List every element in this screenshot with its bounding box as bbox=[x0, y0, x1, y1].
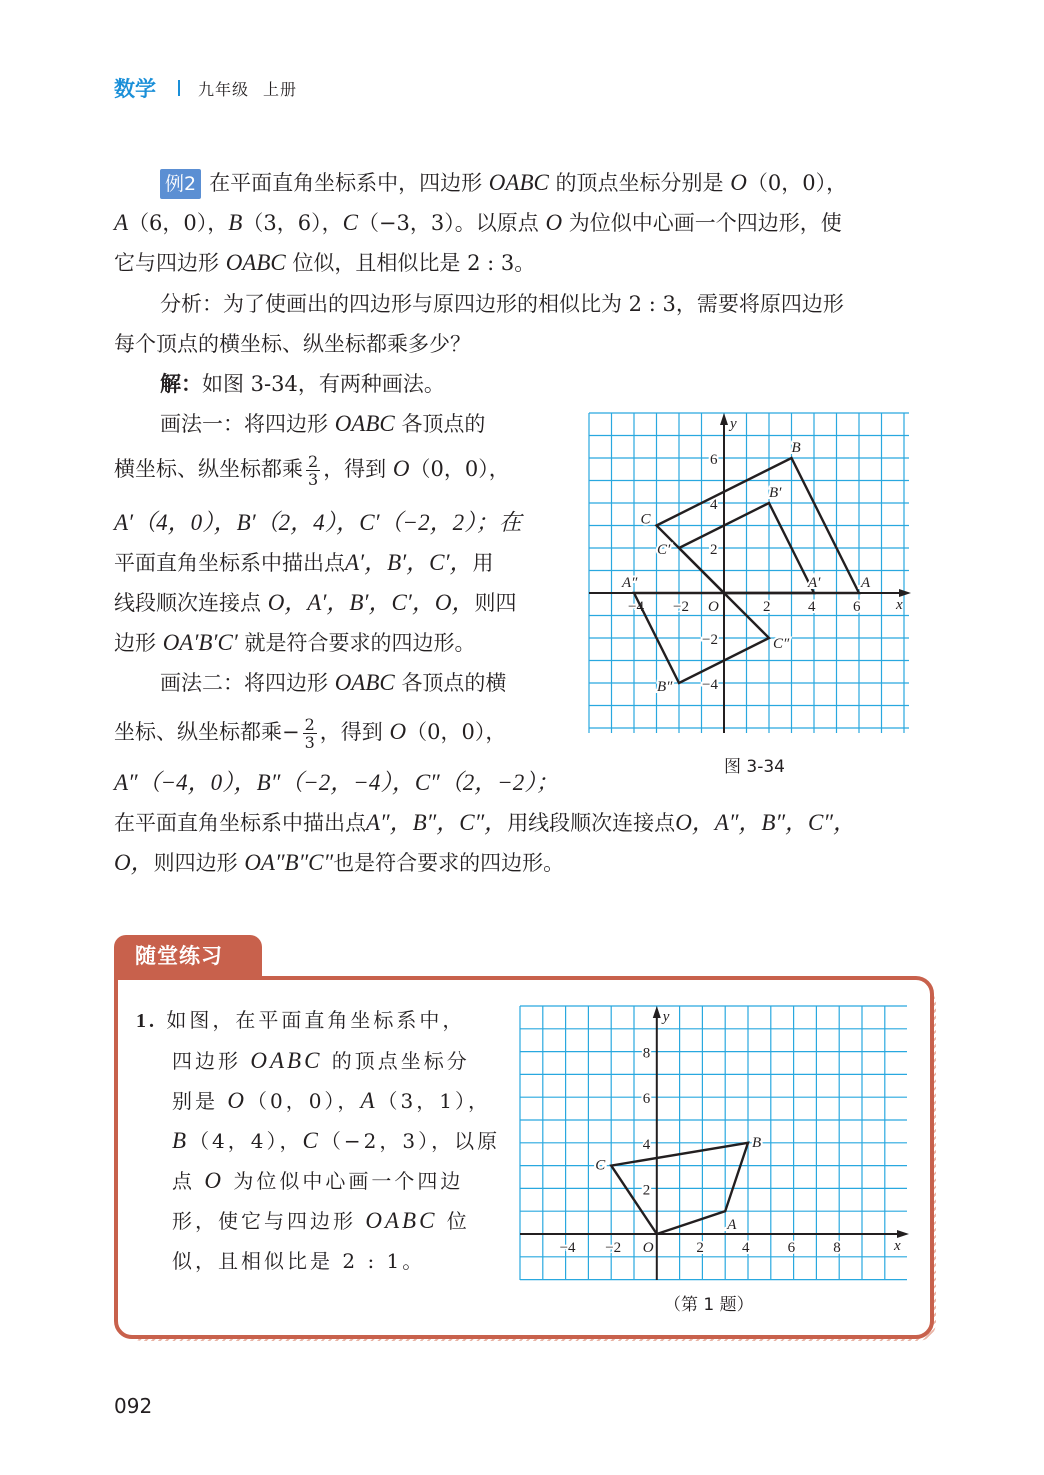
figure-3-34 bbox=[588, 412, 912, 738]
method1-line-6: 边形 OA′B′C′ 就是符合要求的四边形。 bbox=[114, 630, 476, 655]
vertex-label: C bbox=[595, 1157, 606, 1174]
exercise-question-1 bbox=[136, 1000, 506, 1281]
method2-line-4: 在平面直角坐标系中描出点A″，B″，C″，用线段顺次连接点O，A″，B″，C″， bbox=[114, 810, 856, 835]
solution-keyword: 解： bbox=[160, 372, 202, 396]
x-axis-arrow-icon bbox=[897, 1230, 909, 1238]
x-tick-label: 6 bbox=[853, 599, 861, 615]
grade-text: 九年级 bbox=[198, 79, 250, 99]
vertex-label: C″ bbox=[773, 636, 790, 652]
volume-text: 上册 bbox=[263, 79, 298, 99]
y-axis-arrow-icon bbox=[720, 413, 728, 425]
x-tick-label: 8 bbox=[833, 1240, 841, 1256]
analysis-line-1: 分析：为了使画出的四边形与原四边形的相似比为 2 : 3，需要将原四边形 bbox=[160, 292, 844, 316]
example-question-line-3: 它与四边形 OABC 位似，且相似比是 2 : 3。 bbox=[114, 250, 536, 275]
exercise-figure bbox=[519, 1005, 909, 1287]
x-tick-label: O bbox=[642, 1240, 654, 1256]
x-tick-label: −4 bbox=[559, 1240, 576, 1256]
x-tick-label: 4 bbox=[742, 1240, 750, 1256]
y-axis-label: y bbox=[730, 416, 737, 432]
method1-line-5: 线段顺次连接点 O，A′，B′，C′，O，则四 bbox=[114, 590, 517, 615]
x-tick-label: 2 bbox=[763, 599, 771, 615]
y-axis-arrow-icon bbox=[653, 1006, 661, 1018]
ex-line-3: 别是 O（0，0），A（3，1）， bbox=[172, 1088, 491, 1113]
method2-line-3: A″（−4，0），B″（−2，−4），C″（2，−2）； bbox=[114, 770, 559, 795]
vertex-label: A′ bbox=[808, 575, 821, 591]
method1-line-2: 横坐标、纵坐标都乘 $\frac{2}{3}$ ，得到 O（0，0）， bbox=[114, 452, 510, 489]
vertex-label: A″ bbox=[622, 575, 638, 591]
vertex-label: A bbox=[727, 1217, 737, 1234]
y-tick-label: 4 bbox=[642, 1136, 651, 1153]
method2-line-1: 画法二：将四边形 OABC 各顶点的横 bbox=[160, 670, 507, 695]
vertex-label: B bbox=[752, 1134, 762, 1151]
x-tick-label: 4 bbox=[808, 599, 816, 615]
vertex-label: A bbox=[861, 575, 871, 591]
exercise-tab bbox=[114, 935, 262, 978]
y-tick-label: 6 bbox=[642, 1091, 651, 1108]
method1-line-4: 平面直角坐标系中描出点A′，B′，C′，用 bbox=[114, 550, 494, 575]
ex-line-4: B（4，4），C（−2，3），以原 bbox=[172, 1128, 501, 1153]
ex-line-5: 点 O 为位似中心画一个四边 bbox=[172, 1168, 464, 1193]
example-question-line-1: 例2 在平面直角坐标系中，四边形 OABC 的顶点坐标分别是 O（0，0）， bbox=[114, 163, 978, 203]
grade-label bbox=[198, 77, 297, 100]
page-header bbox=[114, 74, 297, 102]
x-tick-label: 6 bbox=[787, 1240, 796, 1256]
x-axis-label: x bbox=[896, 597, 903, 613]
y-tick-label: 8 bbox=[642, 1045, 651, 1062]
vertex-label: B bbox=[791, 440, 801, 456]
method2-line-2: 坐标、纵坐标都乘− $\frac{2}{3}$ ，得到 O（0，0）， bbox=[114, 715, 507, 752]
y-tick-label: 2 bbox=[642, 1182, 651, 1199]
header-divider bbox=[178, 80, 180, 96]
method2-line-5: O，则四边形 OA″B″C″也是符合要求的四边形。 bbox=[114, 850, 565, 875]
solution-intro: 解：如图 3-34，有两种画法。 bbox=[160, 372, 445, 396]
exercise-figure-graph bbox=[519, 1005, 909, 1283]
x-axis-label: x bbox=[894, 1238, 901, 1254]
vertex-label: C′ bbox=[657, 542, 671, 558]
vertex-label: C bbox=[640, 511, 651, 528]
exercise-figure-caption: （第 1 题） bbox=[664, 1295, 754, 1315]
method1-line-1: 画法一：将四边形 OABC 各顶点的 bbox=[160, 411, 486, 436]
x-tick-label: 2 bbox=[696, 1240, 704, 1256]
vertex-label: B′ bbox=[769, 485, 782, 501]
exercise-title: 随堂练习 bbox=[135, 944, 223, 968]
y-tick-label: −2 bbox=[702, 632, 718, 648]
x-tick-label: O bbox=[708, 599, 719, 615]
y-tick-label: 4 bbox=[710, 497, 718, 513]
ex-line-6: 形，使它与四边形 OABC 位 bbox=[172, 1208, 470, 1233]
y-tick-label: 6 bbox=[710, 452, 718, 468]
vertex-label: B″ bbox=[657, 679, 673, 695]
x-axis-arrow-icon bbox=[899, 589, 911, 597]
subject-title: 数学 bbox=[114, 77, 156, 101]
fraction-two-thirds: $\frac{2}{3}$ bbox=[308, 452, 319, 489]
figure-3-34-graph bbox=[588, 412, 912, 734]
example-tag: 例2 bbox=[160, 169, 201, 199]
page-number: 092 bbox=[114, 1394, 153, 1418]
ex-line-7: 似，且相似比是 2 : 1。 bbox=[172, 1249, 426, 1273]
ex-line-2: 四边形 OABC 的顶点坐标分 bbox=[172, 1048, 470, 1073]
example-question-line-2: A（6，0），B（3，6），C（−3，3）。以原点 O 为位似中心画一个四边形，使 bbox=[114, 210, 842, 235]
x-tick-label: −2 bbox=[605, 1240, 622, 1256]
fraction-two-thirds: $\frac{2}{3}$ bbox=[304, 715, 315, 752]
y-axis-label: y bbox=[662, 1009, 670, 1025]
figure-3-34-caption: 图 3-34 bbox=[724, 757, 785, 777]
method1-line-3: A′（4，0），B′（2，4），C′（−2，2）；在 bbox=[114, 510, 522, 535]
x-tick-label: −2 bbox=[673, 599, 689, 615]
ex-line-1: 1. 如图，在平面直角坐标系中， bbox=[136, 1008, 466, 1032]
analysis-line-2: 每个顶点的横坐标、纵坐标都乘多少？ bbox=[114, 332, 471, 356]
x-tick-label: −4 bbox=[628, 599, 644, 615]
y-tick-label: −4 bbox=[702, 677, 718, 693]
y-tick-label: 2 bbox=[710, 542, 718, 558]
